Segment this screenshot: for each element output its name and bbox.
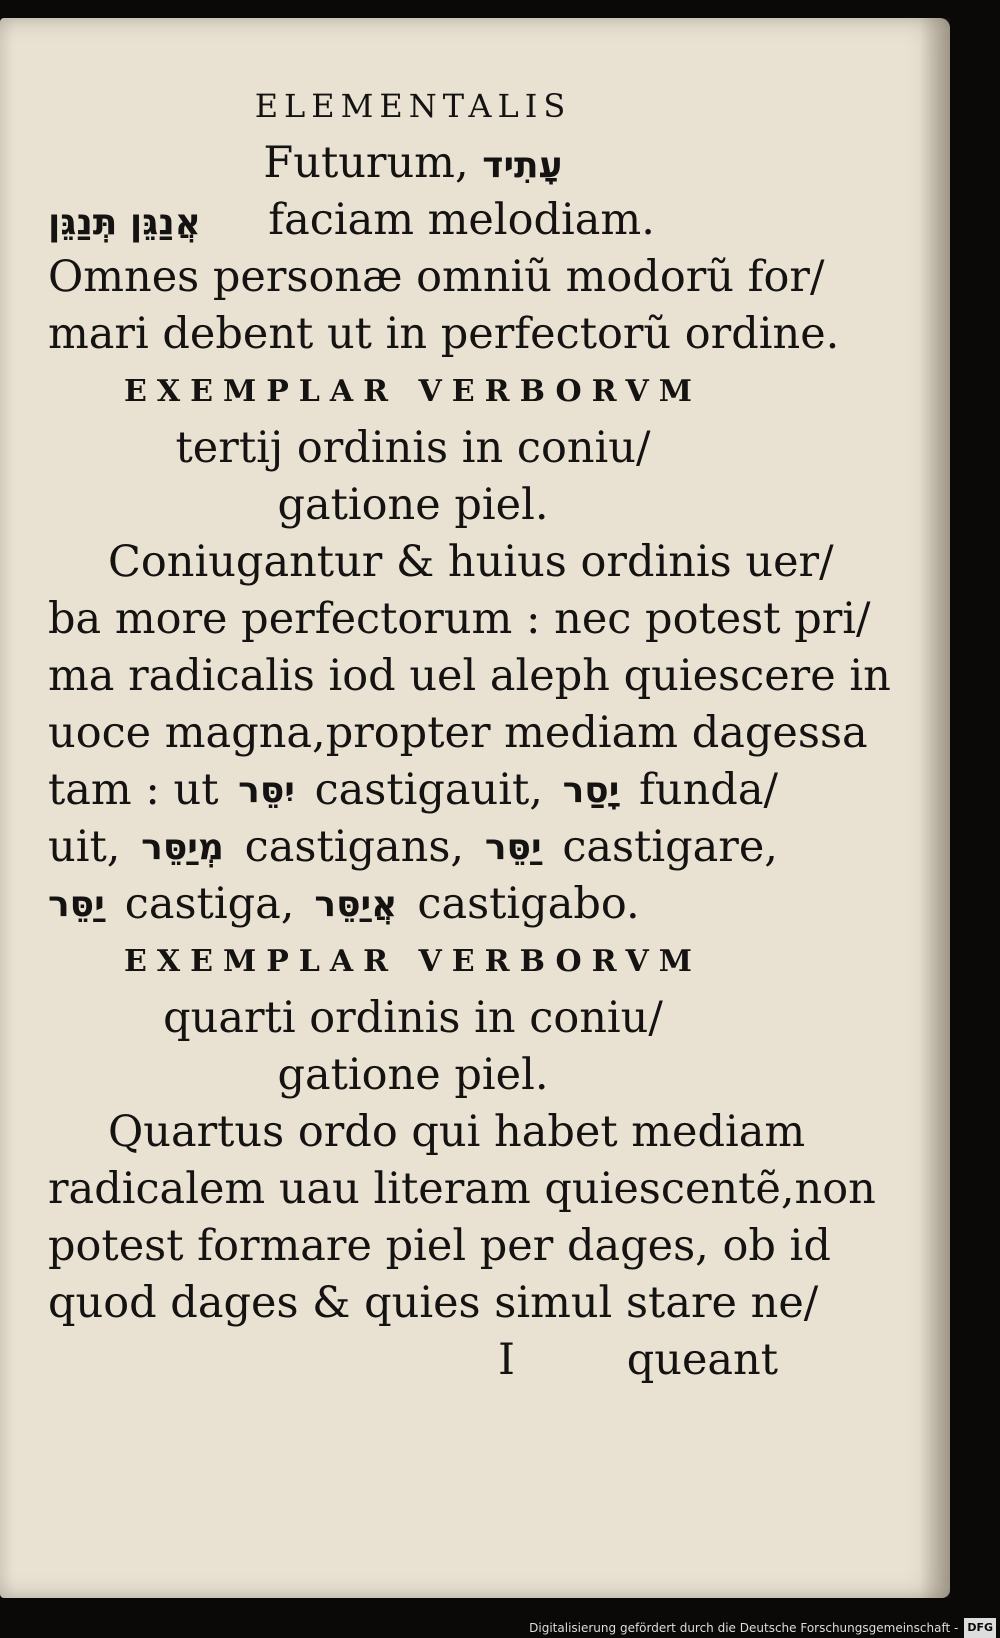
text-line-castigans bbox=[48, 819, 778, 876]
page-text bbox=[48, 78, 891, 1389]
footer-text: Digitalisierung gefördert durch die Deutsche Forschungsgemeinschaft - bbox=[529, 1621, 959, 1635]
text-line: ba more perfectorum : nec potest pri/ bbox=[48, 594, 871, 644]
signature-mark: I bbox=[498, 1335, 515, 1385]
text-line: Quartus ordo qui habet mediam bbox=[108, 1107, 806, 1157]
melodiam-line bbox=[48, 192, 778, 249]
text-line-castigauit bbox=[48, 762, 778, 819]
hebrew-word: יִסֵּר bbox=[238, 770, 295, 811]
futurum-heading bbox=[48, 135, 778, 192]
hebrew-word: יָסַר bbox=[562, 770, 620, 811]
dfg-logo: DFG bbox=[964, 1618, 996, 1638]
text-line: radicalem uau literam quiescentẽ,non bbox=[48, 1164, 876, 1214]
section-heading: EXEMPLAR VERBORVM bbox=[124, 374, 702, 409]
book-page bbox=[0, 18, 950, 1598]
text-line: mari debent ut in perfectorũ ordine. bbox=[48, 309, 840, 359]
hebrew-word: מְיַסֵּר bbox=[141, 827, 224, 868]
hebrew-word: אֲיַסֵּר bbox=[314, 884, 398, 925]
running-head: ELEMENTALIS bbox=[254, 87, 572, 125]
word: uit, bbox=[48, 822, 121, 872]
futurum-hebrew: עָתִיד bbox=[482, 145, 563, 186]
word: castigauit, bbox=[314, 765, 543, 815]
section-subtitle: quarti ordinis in coniu/ bbox=[163, 993, 663, 1043]
word: funda/ bbox=[639, 765, 778, 815]
section-subtitle: gatione piel. bbox=[277, 1050, 549, 1100]
melodiam-hebrew: אֲנַגֵּן תְּנַגֵּן bbox=[48, 202, 201, 243]
hebrew-word: יַסֵּר bbox=[48, 884, 105, 925]
text-line: potest formare piel per dages, ob id bbox=[48, 1221, 831, 1271]
hebrew-word: יַסֵּר bbox=[484, 827, 542, 868]
word: tam : ut bbox=[48, 765, 219, 815]
section-subtitle: gatione piel. bbox=[277, 480, 549, 530]
text-line: ma radicalis iod uel aleph quiescere in bbox=[48, 651, 891, 701]
futurum-label: Futurum, bbox=[263, 138, 469, 188]
text-line: uoce magna,propter mediam dagessa bbox=[48, 708, 868, 758]
section-heading: EXEMPLAR VERBORVM bbox=[124, 944, 702, 979]
text-line: Coniugantur & huius ordinis uer/ bbox=[108, 537, 834, 587]
catchword: queant bbox=[626, 1335, 778, 1385]
text-line: quod dages & quies simul stare ne/ bbox=[48, 1278, 819, 1328]
melodiam-latin: faciam melodiam. bbox=[268, 195, 655, 245]
digitization-footer bbox=[529, 1618, 1000, 1638]
section-subtitle: tertij ordinis in coniu/ bbox=[175, 423, 651, 473]
signature-row bbox=[48, 1332, 778, 1389]
word: castiga, bbox=[124, 879, 295, 929]
word: castigare, bbox=[562, 822, 778, 872]
text-line: Omnes personæ omniũ modorũ for/ bbox=[48, 252, 825, 302]
word: castigabo. bbox=[417, 879, 640, 929]
text-line-castiga bbox=[48, 876, 778, 933]
word: castigans, bbox=[244, 822, 465, 872]
